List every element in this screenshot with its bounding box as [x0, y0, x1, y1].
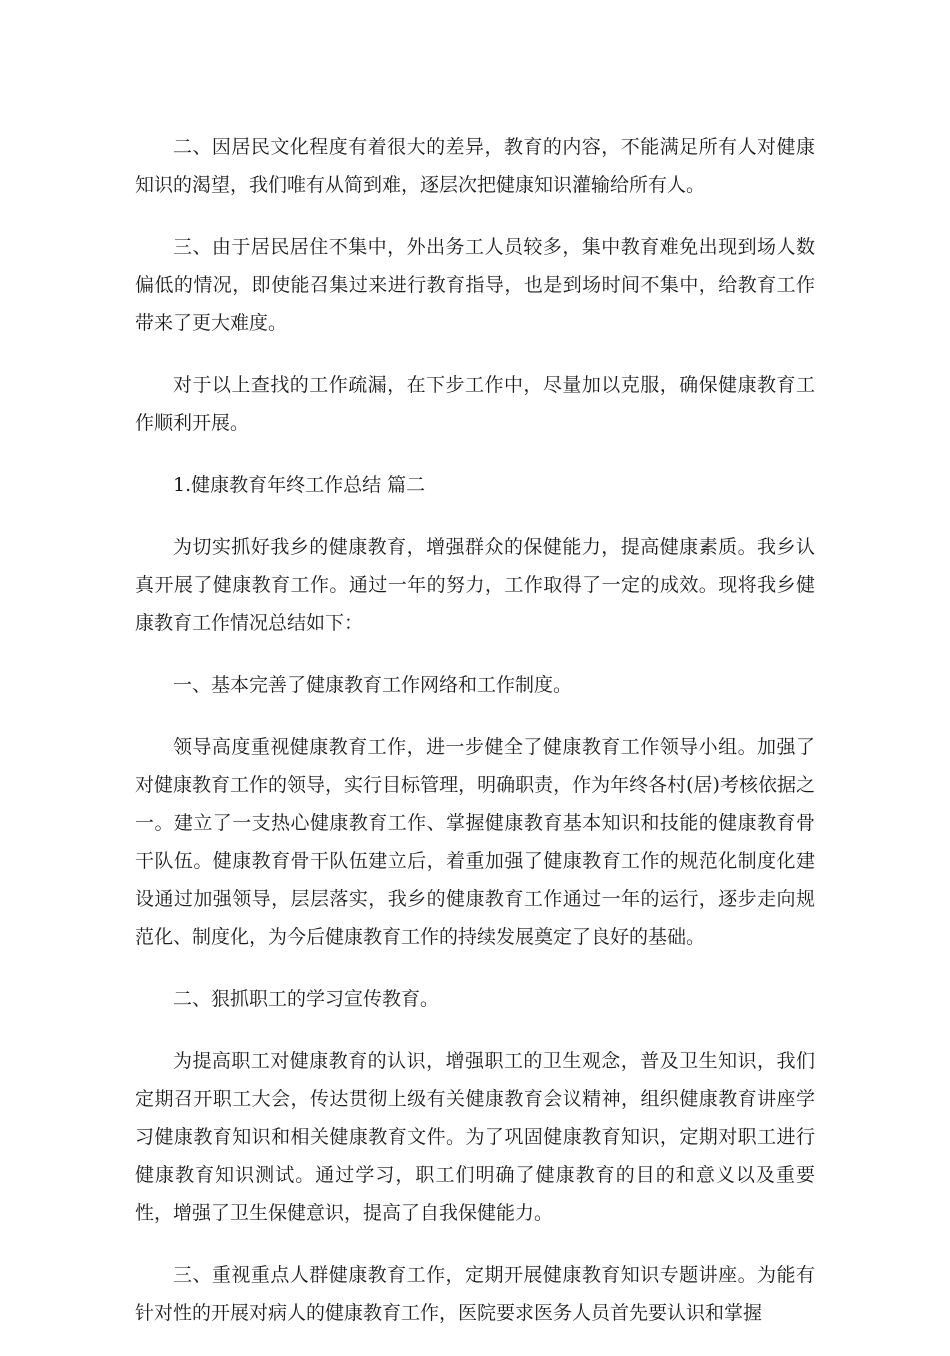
paragraph-point-one-body: 领导高度重视健康教育工作，进一步健全了健康教育工作领导小组。加强了对健康教育工作的领导，实行目标管理，明确职责，作为年终各村(居)考核依据之一。建立了一支热心健康教育工作、掌握健康教育基本知识和技能的健康教育骨干队伍。健康教育骨干队伍建立后，着重加强了健康教育工作的规范化制度化建设通过加强领导，层层落实，我乡的健康教育工作通过一年的运行，逐步走向规范化、制度化，为今后健康教育工作的持续发展奠定了良好的基础。 — [135, 736, 815, 948]
paragraph-point-two-title: 二、狠抓职工的学习宣传教育。 — [173, 988, 440, 1010]
document-page — [135, 128, 815, 1356]
section-heading: 1.健康教育年终工作总结 篇二 — [173, 474, 426, 496]
paragraph-overcome-shortcomings: 对于以上查找的工作疏漏，在下步工作中，尽量加以克服，确保健康教育工作顺利开展。 — [135, 374, 815, 434]
paragraph-point-three: 三、重视重点人群健康教育工作，定期开展健康教育知识专题讲座。为能有针对性的开展对病人的健康教育工作，医院要求医务人员首先要认识和掌握 — [135, 1264, 815, 1324]
paragraph-introduction: 为切实抓好我乡的健康教育，增强群众的保健能力，提高健康素质。我乡认真开展了健康教育工作。通过一年的努力，工作取得了一定的成效。现将我乡健康教育工作情况总结如下： — [135, 536, 815, 634]
paragraph-point-one-title: 一、基本完善了健康教育工作网络和工作制度。 — [173, 674, 573, 696]
paragraph-residents-scattered: 三、由于居民居住不集中，外出务工人员较多，集中教育难免出现到场人数偏低的情况，即使能召集过来进行教育指导，也是到场时间不集中，给教育工作带来了更大难度。 — [135, 236, 815, 334]
paragraph-residents-education-level: 二、因居民文化程度有着很大的差异，教育的内容，不能满足所有人对健康知识的渴望，我们唯有从简到难，逐层次把健康知识灌输给所有人。 — [135, 136, 815, 196]
paragraph-point-two-body: 为提高职工对健康教育的认识，增强职工的卫生观念，普及卫生知识，我们定期召开职工大会，传达贯彻上级有关健康教育会议精神，组织健康教育讲座学习健康教育知识和相关健康教育文件。为了巩固健康教育知识，定期对职工进行健康教育知识测试。通过学习，职工们明确了健康教育的目的和意义以及重要性，增强了卫生保健意识，提高了自我保健能力。 — [135, 1050, 815, 1224]
